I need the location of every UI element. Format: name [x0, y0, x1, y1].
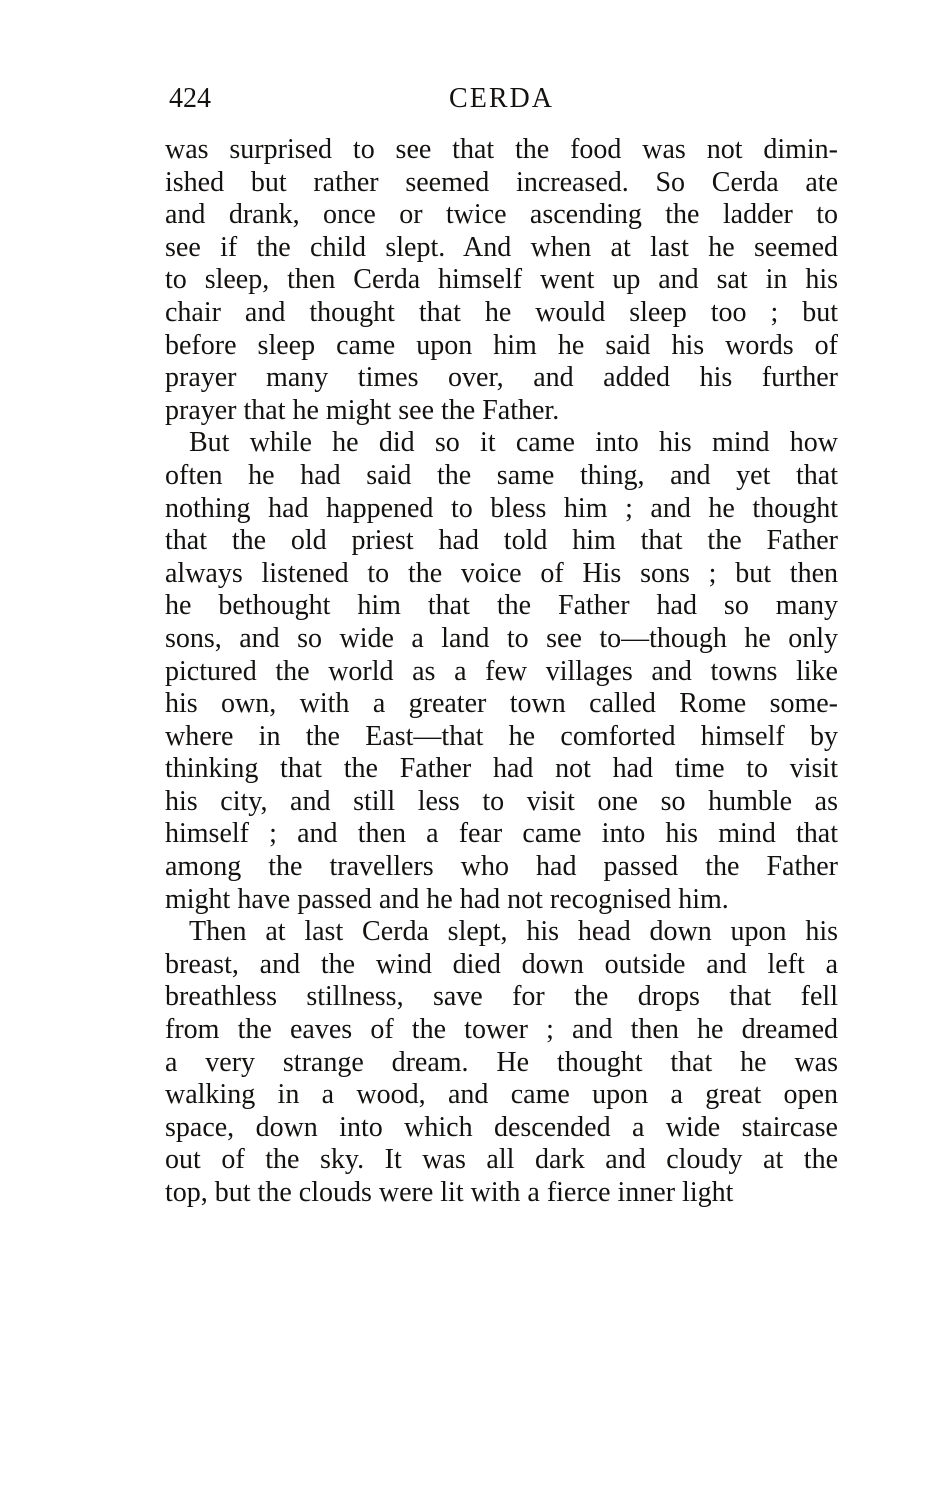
text-line: he bethought him that the Father had so many	[165, 590, 838, 622]
text-line: top, but the clouds were lit with a fierce inner light	[165, 1177, 734, 1208]
text-line: always listened to the voice of His sons ; but then	[165, 557, 838, 589]
text-line: to sleep, then Cerda himself went up and sat in his	[165, 264, 838, 296]
text-line: But while he did so it came into his mind how	[189, 427, 838, 459]
text-line: might have passed and he had not recognised him.	[165, 883, 729, 915]
text-line: sons, and so wide a land to see to—though he only	[165, 622, 838, 654]
text-line: and drank, once or twice ascending the ladder to	[165, 199, 838, 231]
text-line: before sleep came upon him he said his words of	[165, 329, 838, 361]
page-text	[165, 134, 838, 1210]
text-line: chair and thought that he would sleep too ; but	[165, 296, 838, 328]
text-line: walking in a wood, and came upon a great open	[165, 1079, 838, 1111]
running-title: CERDA	[449, 83, 554, 114]
text-line: pictured the world as a few villages and towns like	[165, 655, 838, 687]
page-number: 424	[169, 83, 211, 114]
text-line: prayer that he might see the Father.	[165, 394, 560, 426]
text-line: see if the child slept. And when at last he seemed	[165, 231, 838, 263]
text-line: his city, and still less to visit one so humble as	[165, 785, 838, 817]
text-line: where in the East—that he comforted himself by	[165, 720, 838, 752]
text-line: his own, with a greater town called Rome some-	[165, 688, 838, 720]
text-line: himself ; and then a fear came into his mind that	[165, 818, 838, 850]
paragraph	[165, 427, 838, 916]
text-line: out of the sky. It was all dark and cloudy at the	[165, 1144, 838, 1176]
paragraph	[165, 916, 838, 1209]
text-line: often he had said the same thing, and yet that	[165, 459, 838, 491]
text-line: that the old priest had told him that the Father	[165, 525, 838, 557]
text-line: from the eaves of the tower ; and then he dreamed	[165, 1014, 838, 1046]
text-line: Then at last Cerda slept, his head down upon his	[189, 916, 838, 948]
text-line: prayer many times over, and added his further	[165, 362, 838, 394]
text-line: breathless stillness, save for the drops that fell	[165, 981, 838, 1013]
text-line: among the travellers who had passed the Father	[165, 851, 838, 883]
text-line: was surprised to see that the food was not dimin-	[165, 134, 838, 165]
text-line: thinking that the Father had not had time to visit	[165, 753, 838, 785]
text-line: nothing had happened to bless him ; and he thought	[165, 492, 838, 524]
page-header	[165, 82, 838, 116]
paragraph	[165, 134, 838, 427]
text-line: ished but rather seemed increased. So Cerda ate	[165, 166, 838, 198]
text-line: a very strange dream. He thought that he was	[165, 1046, 838, 1078]
text-line: breast, and the wind died down outside and left a	[165, 948, 838, 980]
text-line: space, down into which descended a wide staircase	[165, 1111, 838, 1143]
